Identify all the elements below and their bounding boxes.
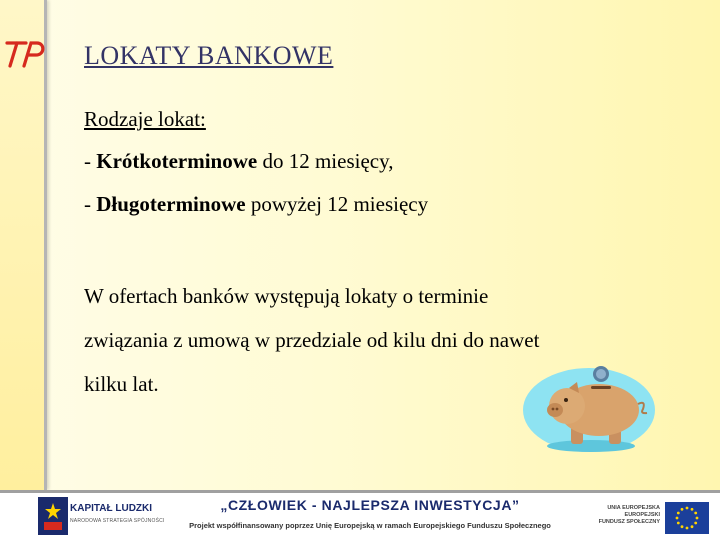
footer-project-text: Projekt współfinansowany poprzez Unię Europejską w ramach Europejskiego Funduszu Społecznego xyxy=(189,521,551,530)
eu-label-line: EUROPEJSKI xyxy=(624,512,660,518)
footer-slogan: „CZŁOWIEK - NAJLEPSZA INWESTYCJA” xyxy=(220,497,520,513)
piggy-bank-icon xyxy=(517,360,657,460)
subheading: Rodzaje lokat: xyxy=(84,107,206,131)
list-item: - Długoterminowe powyżej 12 miesięcy xyxy=(84,192,429,216)
slide-title: LOKATY BANKOWE xyxy=(84,41,334,70)
eu-label xyxy=(598,505,660,526)
side-band xyxy=(0,0,47,490)
kapital-ludzki-subtitle: NARODOWA STRATEGIA SPÓJNOŚCI xyxy=(70,518,165,524)
tp-logo-icon xyxy=(4,36,48,70)
eu-label-line: FUNDUSZ SPOŁECZNY xyxy=(598,519,660,525)
paragraph: W ofertach banków występują lokaty o terminie związania z umową w przedziale od kilu dni do nawet kilku lat. xyxy=(84,284,540,396)
kapital-ludzki-logo-icon xyxy=(38,497,68,535)
list-item: - Krótkoterminowe do 12 miesięcy, xyxy=(84,149,394,173)
eu-flag-icon xyxy=(665,502,709,534)
kapital-ludzki-name: KAPITAŁ LUDZKI xyxy=(70,503,153,514)
slide-body xyxy=(84,104,604,396)
eu-label-line: UNIA EUROPEJSKA xyxy=(607,505,660,511)
